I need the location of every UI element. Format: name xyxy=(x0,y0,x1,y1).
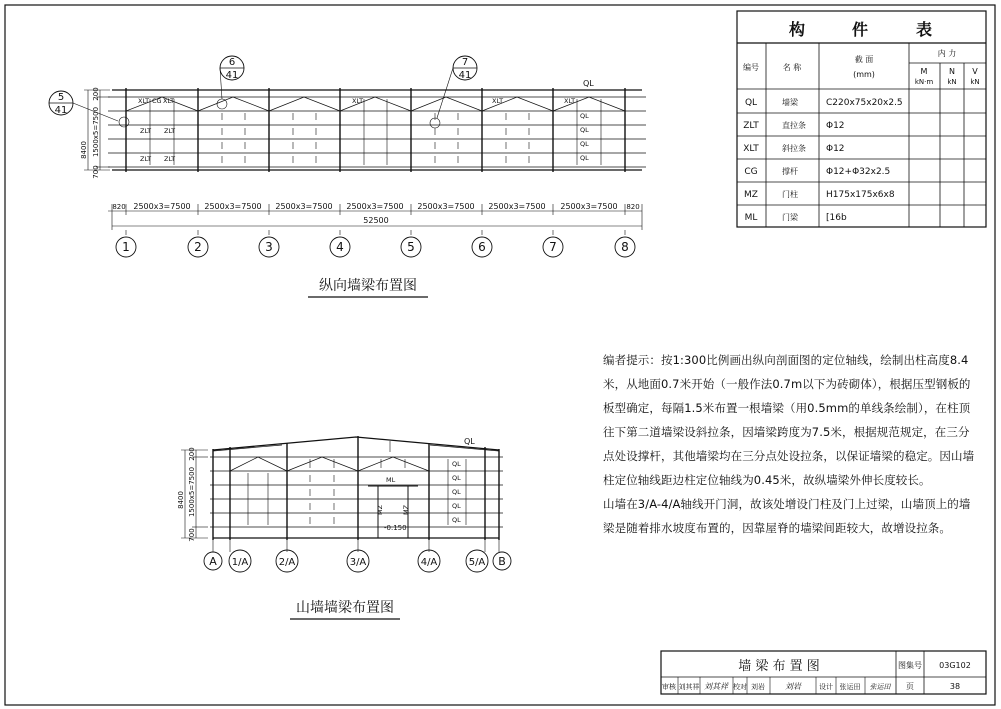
detail-callout-5[interactable] xyxy=(49,91,129,127)
ql-label: QL xyxy=(580,126,589,134)
detail-sheet: 41 xyxy=(54,105,68,116)
detail-number: 5 xyxy=(57,92,65,103)
longitudinal-caption: 纵向墙梁布置图 xyxy=(319,278,417,294)
xlt-label: XLT xyxy=(138,97,150,105)
header-m-unit: kN·m xyxy=(914,78,934,86)
axis-bubble xyxy=(472,237,492,257)
axis-bubble xyxy=(229,550,251,572)
review-label: 审核 xyxy=(662,683,676,691)
axis-bubble xyxy=(418,550,440,572)
axis-label: 1 xyxy=(122,240,130,254)
gable-sag-rods xyxy=(248,441,466,525)
row-section: C220x75x20x2.5 xyxy=(826,98,903,108)
axis-bubble xyxy=(276,550,298,572)
check-label: 校对 xyxy=(733,683,747,691)
note-paragraph: 山墙在3/A-4/A轴线开门洞，故该处增设门柱及门上过梁，山墙顶上的墙梁是随着排水坡度布置的，因靠屋脊的墙梁间距较大，故增设拉条。 xyxy=(603,497,971,535)
ql-label: QL xyxy=(452,474,461,482)
dim-total: 52500 xyxy=(363,216,389,225)
height-stack: 1500x5=7500 xyxy=(92,106,100,158)
axis-bubble xyxy=(116,237,136,257)
ql-label: QL xyxy=(583,79,594,88)
detail-callout-6[interactable] xyxy=(217,56,244,109)
axis-label: 2 xyxy=(194,240,202,254)
header-v-unit: kN xyxy=(970,78,980,86)
axis-label: 3 xyxy=(265,240,273,254)
row-name: 撑杆 xyxy=(782,167,798,176)
gable-height-stack: 1500x5=7500 xyxy=(188,466,196,518)
detail-callout-7[interactable] xyxy=(430,56,477,128)
header-name: 名 称 xyxy=(782,63,802,72)
ql-label: QL xyxy=(580,140,589,148)
axis-label: 7 xyxy=(549,240,557,254)
axis-bubble xyxy=(259,237,279,257)
axis-bubble xyxy=(466,550,488,572)
page-label: 页 xyxy=(906,682,914,691)
level-label: -0.150 xyxy=(384,524,407,532)
axis-label: 1/A xyxy=(231,557,249,568)
header-section-unit: (mm) xyxy=(853,70,875,79)
detail-sheet: 41 xyxy=(225,70,239,81)
sag-rods xyxy=(150,99,601,165)
row-section: Φ12+Φ32x2.5 xyxy=(826,167,891,177)
xlt-label: XLT xyxy=(492,97,504,105)
axis-label: 8 xyxy=(621,240,629,254)
axis-bubble xyxy=(204,552,222,570)
row-code: CG xyxy=(744,167,758,177)
longitudinal-bay-dims xyxy=(112,202,639,225)
xlt-label: XLT xyxy=(352,97,364,105)
detail-sheet: 41 xyxy=(458,70,472,81)
header-code: 编号 xyxy=(743,63,759,72)
gable-braces xyxy=(230,457,429,471)
xlt-label: XLT xyxy=(564,97,576,105)
drawing-title: 墙 梁 布 置 图 xyxy=(738,659,820,674)
row-code: QL xyxy=(744,98,758,108)
axis-label: 4 xyxy=(336,240,344,254)
row-name: 门柱 xyxy=(782,190,798,199)
row-section: H175x175x6x8 xyxy=(826,190,895,200)
design-label: 设计 xyxy=(819,683,833,691)
header-section: 截 面 xyxy=(854,55,874,64)
axis-label: 3/A xyxy=(349,557,367,568)
header-m: M xyxy=(920,67,928,76)
bay-dim: 2500x3=7500 xyxy=(133,202,191,211)
diagonal-braces xyxy=(126,97,625,111)
axis-bubble xyxy=(188,237,208,257)
height-total: 8400 xyxy=(80,141,88,159)
gable-elevation xyxy=(177,436,511,619)
table-title-char-3: 表 xyxy=(915,20,933,39)
reviewer: 刘其祥 xyxy=(678,683,700,691)
row-name: 门梁 xyxy=(782,213,798,222)
axis-label: 4/A xyxy=(420,557,438,568)
bay-dim: 2500x3=7500 xyxy=(560,202,618,211)
gable-caption: 山墙墙梁布置图 xyxy=(296,600,394,616)
row-name: 直拉条 xyxy=(782,121,806,130)
checker: 刘岩 xyxy=(751,683,765,691)
row-name: 墙梁 xyxy=(782,98,798,107)
dim-end-right: 820 xyxy=(626,203,640,211)
title-block-text xyxy=(662,658,971,691)
header-n: N xyxy=(949,67,955,76)
editor-notes xyxy=(603,348,978,540)
ql-label: QL xyxy=(452,488,461,496)
row-section: Φ12 xyxy=(826,121,845,131)
component-table-header xyxy=(743,48,980,86)
bay-dim: 2500x3=7500 xyxy=(488,202,546,211)
row-code: ZLT xyxy=(743,121,759,131)
ql-label: QL xyxy=(580,112,589,120)
dim-bottom: 700 xyxy=(92,165,100,179)
dim-top: 200 xyxy=(92,87,100,101)
table-title-char-1: 构 xyxy=(788,20,806,39)
component-table-title xyxy=(789,20,932,39)
header-n-unit: kN xyxy=(947,78,957,86)
header-internal-force: 内 力 xyxy=(937,49,957,58)
checker-signature: 刘岩 xyxy=(785,682,801,691)
gable-member-labels xyxy=(376,437,475,532)
note-paragraph: 编者提示：按1:300比例画出纵向剖面图的定位轴线，绘制出柱高度8.4米，从地面0.7米开始（一般作法0.7m以下为砖砌体），根据压型钢板的板型确定，每隔1.5米布置一根墙梁（用0.5mm的单线条绘制），在柱顶往下第二道墙梁设斜拉条，因墙梁跨度为7.5米，根据规范规定，在三分点处设撑杆，其他墙梁均在三分点处设拉条，以保证墙梁的稳定。因山墙柱定位轴线距边柱定位轴线为0.45米，故纵墙梁外伸长度较长。 xyxy=(603,353,975,487)
axis-bubble xyxy=(543,237,563,257)
gable-dim-top: 200 xyxy=(188,447,196,461)
zlt-label: ZLT xyxy=(164,127,176,135)
axis-label: 6 xyxy=(478,240,486,254)
row-name: 斜拉条 xyxy=(782,144,806,153)
ml-label: ML xyxy=(386,476,396,484)
row-code: XLT xyxy=(743,144,759,154)
bay-dim: 2500x3=7500 xyxy=(204,202,262,211)
mz-label: MZ xyxy=(402,504,410,515)
gable-height-total: 8400 xyxy=(177,491,185,509)
cg-label: CG xyxy=(152,97,162,105)
gable-dim-bottom: 700 xyxy=(188,528,196,542)
atlas-number: 03G102 xyxy=(939,661,971,670)
table-title-char-2: 件 xyxy=(851,20,869,39)
longitudinal-elevation xyxy=(49,56,646,297)
axis-label: 5 xyxy=(407,240,415,254)
zlt-label: ZLT xyxy=(140,127,152,135)
gable-girts xyxy=(210,445,503,527)
axis-bubble xyxy=(493,552,511,570)
mz-label: MZ xyxy=(376,504,384,515)
ql-label: QL xyxy=(580,154,589,162)
longitudinal-member-labels xyxy=(138,79,594,163)
axis-label: B xyxy=(498,555,506,568)
ql-label: QL xyxy=(452,460,461,468)
columns xyxy=(126,88,625,172)
component-table-rows xyxy=(743,97,902,223)
designer: 张运田 xyxy=(839,683,861,691)
axis-label: 5/A xyxy=(468,557,486,568)
bay-dim: 2500x3=7500 xyxy=(275,202,333,211)
bay-dim: 2500x3=7500 xyxy=(346,202,404,211)
row-code: ML xyxy=(744,213,758,223)
bay-dim: 2500x3=7500 xyxy=(417,202,475,211)
page-number: 38 xyxy=(949,682,961,691)
dim-end-left: 820 xyxy=(112,203,126,211)
axis-label: 2/A xyxy=(278,557,296,568)
axis-label: A xyxy=(209,555,217,568)
axis-bubble xyxy=(330,237,350,257)
xlt-label: XLT xyxy=(163,97,175,105)
axis-bubble xyxy=(401,237,421,257)
ql-label: QL xyxy=(452,516,461,524)
axis-bubble xyxy=(347,550,369,572)
detail-number: 7 xyxy=(461,57,469,68)
ql-label: QL xyxy=(452,502,461,510)
row-section: [16b xyxy=(826,213,847,223)
longitudinal-axis-bubbles xyxy=(116,237,635,257)
detail-number: 6 xyxy=(228,57,236,68)
designer-signature: 张运田 xyxy=(869,683,891,691)
zlt-label: ZLT xyxy=(164,155,176,163)
axis-bubble xyxy=(615,237,635,257)
gable-axis-bubbles xyxy=(204,550,511,572)
reviewer-signature: 刘其祥 xyxy=(704,682,728,691)
header-v: V xyxy=(972,67,978,76)
ql-label: QL xyxy=(464,437,475,446)
atlas-label: 图集号 xyxy=(898,661,922,670)
zlt-label: ZLT xyxy=(140,155,152,163)
row-section: Φ12 xyxy=(826,144,845,154)
row-code: MZ xyxy=(744,190,758,200)
